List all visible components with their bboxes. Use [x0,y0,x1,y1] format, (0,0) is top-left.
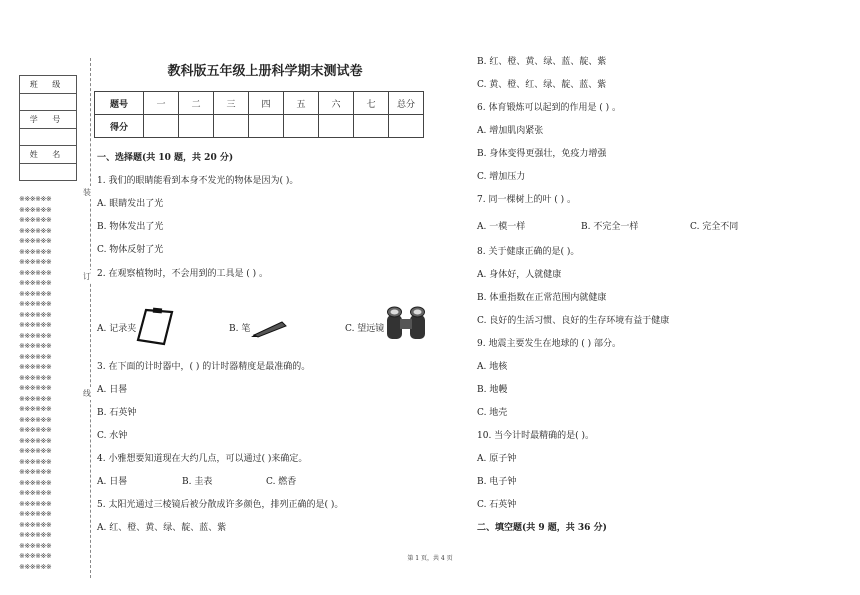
score-cell[interactable] [319,115,354,138]
option[interactable]: A. 原子钟 [477,454,517,464]
binding-char: 装 [83,188,91,197]
question-8: 8. 关于健康正确的是( )。 [477,247,580,257]
name-label: 姓 名 [20,146,77,164]
option[interactable]: B. 地幔 [477,385,508,395]
score-header-cell: 三 [214,92,249,115]
class-field[interactable] [20,94,77,111]
question-6: 6. 体育锻炼可以起到的作用是 ( ) 。 [477,103,622,113]
option[interactable]: C. 物体反射了光 [97,245,164,255]
score-cell[interactable] [284,115,319,138]
option[interactable]: C. 良好的生活习惯、良好的生存环境有益于健康 [477,316,670,326]
score-header-cell: 七 [354,92,389,115]
option[interactable]: C. 地壳 [477,408,508,418]
option[interactable]: B. 笔 [229,324,251,334]
clipboard-icon [136,306,176,346]
binding-line [90,58,91,578]
score-cell[interactable] [389,115,424,138]
score-cell[interactable] [179,115,214,138]
option[interactable]: A. 一模一样 [477,222,526,232]
option[interactable]: B. 体重指数在正常范围内就健康 [477,293,607,303]
question-9: 9. 地震主要发生在地球的 ( ) 部分。 [477,339,622,349]
option[interactable]: A. 日晷 [97,477,128,487]
option[interactable]: B. 红、橙、黄、绿、蓝、靛、紫 [477,57,607,67]
question-3: 3. 在下面的计时器中，( ) 的计时器精度是最准确的。 [97,362,311,372]
id-field[interactable] [20,129,77,146]
section-heading: 一、选择题(共 10 题，共 20 分) [97,153,234,163]
score-header-cell: 一 [144,92,179,115]
option[interactable]: A. 红、橙、黄、绿、靛、蓝、紫 [97,523,227,533]
class-label: 班 级 [20,76,77,94]
option[interactable]: C. 望远镜 [345,324,385,334]
question-10: 10. 当今计时最精确的是( )。 [477,431,595,441]
option[interactable]: C. 水钟 [97,431,128,441]
option[interactable]: B. 石英钟 [97,408,137,418]
question-7: 7. 同一棵树上的叶 ( ) 。 [477,195,577,205]
page-title: 教科版五年级上册科学期末测试卷 [167,64,363,79]
option[interactable]: A. 日晷 [97,385,128,395]
option[interactable]: C. 燃香 [266,477,297,487]
binding-char: 线 [83,389,91,398]
name-field[interactable] [20,164,77,181]
binoculars-icon [384,303,428,343]
option[interactable]: C. 石英钟 [477,500,517,510]
option[interactable]: A. 地核 [477,362,508,372]
score-cell[interactable] [249,115,284,138]
score-header-cell: 六 [319,92,354,115]
option[interactable]: A. 记录夹 [97,324,137,334]
score-header-cell: 四 [249,92,284,115]
score-header-row [95,92,424,115]
score-cell[interactable] [214,115,249,138]
pen-icon [250,318,290,338]
option[interactable]: A. 身体好，人就健康 [477,270,562,280]
option[interactable]: B. 圭表 [182,477,213,487]
id-label: 学 号 [20,111,77,129]
score-header-cell: 题号 [95,92,144,115]
question-4: 4. 小雅想要知道现在大约几点，可以通过( )来确定。 [97,454,308,464]
binding-char: 订 [83,272,91,281]
option[interactable]: A. 眼睛发出了光 [97,199,164,209]
page-footer: 第 1 页，共 4 页 [407,555,453,562]
score-row-label: 得分 [95,115,144,138]
score-cell[interactable] [354,115,389,138]
score-row [95,115,424,138]
section-heading: 二、填空题(共 9 题，共 36 分) [477,523,607,533]
option[interactable]: C. 黄、橙、红、绿、靛、蓝、紫 [477,80,607,90]
question-2: 2. 在观察植物时，不会用到的工具是 ( ) 。 [97,269,269,279]
option[interactable]: A. 增加肌肉紧张 [477,126,544,136]
score-header-cell: 二 [179,92,214,115]
score-header-cell: 总分 [389,92,424,115]
option[interactable]: B. 物体发出了光 [97,222,164,232]
question-1: 1. 我们的眼睛能看到本身不发光的物体是因为( )。 [97,176,299,186]
option[interactable]: C. 完全不同 [690,222,739,232]
student-info-box [19,75,77,181]
score-table [94,91,424,138]
score-cell[interactable] [144,115,179,138]
score-header-cell: 五 [284,92,319,115]
option[interactable]: B. 身体变得更强壮，免疫力增强 [477,149,607,159]
option[interactable]: B. 电子钟 [477,477,517,487]
question-5: 5. 太阳光通过三棱镜后被分散成许多颜色，排列正确的是( )。 [97,500,344,510]
option[interactable]: B. 不完全一样 [581,222,639,232]
decorative-pattern: ※※※※※※ ※※※※※※ ※※※※※※ ※※※※※※ ※※※※※※ ※※※※※※ ※※※※※※ ※※※※※※ ※※※※※※ ※※※※※※ ※※※※※※ ※※※※※※ ※※※※※※ ※※※※※※ ※※※※※※ ※※※※※※ ※※※※※※ ※※※※※※ ※※※※※※ ※※※※※※ ※※※※※※ ※※※※※※ ※※※※※※ ※※※※※※ ※※※※※※ ※※※※※※ ※※※※※※ ※※※※※※ ※※※※※※ ※※※※※※ ※※※※※※ ※※※※※※ ※※※※※※ ※※※※※※ ※※※※※※ ※※※※※※ [19,195,52,571]
option[interactable]: C. 增加压力 [477,172,526,182]
